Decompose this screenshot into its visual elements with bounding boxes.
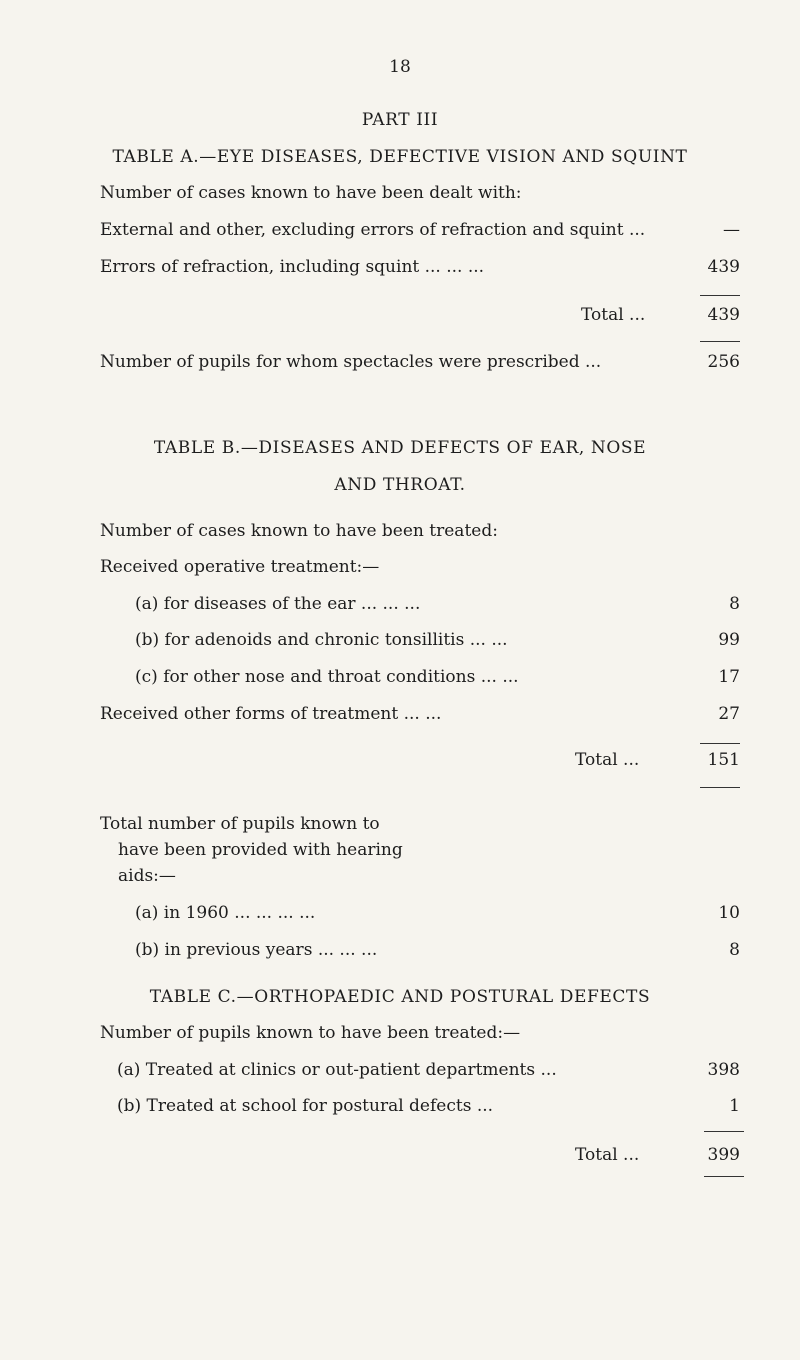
table-a-row-value: 439 [707,257,740,277]
table-c-total-value: 399 [707,1145,740,1165]
other-treatment-label: Received other forms of treatment ... ... [100,704,442,724]
table-b-rule-bottom [700,787,740,788]
table-b-rule-top [700,743,740,744]
table-b-row-label: (b) for adenoids and chronic tonsillitis ... ... [135,630,508,650]
table-a-title: TABLE A.—EYE DISEASES, DEFECTIVE VISION AND SQUINT [112,147,688,167]
table-c-rule-top [704,1131,744,1132]
hearing-aids-line2: have been provided with hearing [118,840,403,860]
table-a-total-value: 439 [707,305,740,325]
operative-label: Received operative treatment:— [100,557,380,577]
table-b-row-label: (a) for diseases of the ear ... ... ... [135,594,421,614]
table-a-row-label: Errors of refraction, including squint ... ... ... [100,257,485,277]
table-b-row-value: 8 [729,594,740,614]
hearing-row-label: (a) in 1960 ... ... ... ... [135,903,316,923]
hearing-row-label: (b) in previous years ... ... ... [135,940,378,960]
table-b-total-label: Total ... [575,750,640,770]
table-a-row-value: — [723,220,740,240]
table-b-row-value: 99 [718,630,740,650]
table-a-rule-bottom [700,341,740,342]
table-a-row-label: External and other, excluding errors of refraction and squint ... [100,220,646,240]
table-c-intro: Number of pupils known to have been treated:— [100,1023,521,1043]
spectacles-label: Number of pupils for whom spectacles were prescribed ... [100,352,602,372]
table-a-intro: Number of cases known to have been dealt with: [100,183,522,203]
table-c-row-label: (a) Treated at clinics or out-patient departments ... [117,1060,557,1080]
table-b-row-value: 17 [718,667,740,687]
hearing-row-value: 8 [729,940,740,960]
table-c-row-label: (b) Treated at school for postural defects ... [117,1096,494,1116]
hearing-row-value: 10 [718,903,740,923]
other-treatment-value: 27 [718,704,740,724]
table-a-total-label: Total ... [581,305,646,325]
table-c-total-label: Total ... [575,1145,640,1165]
table-b-row-label: (c) for other nose and throat conditions ... ... [135,667,519,687]
hearing-aids-line3: aids:— [118,866,176,886]
table-c-rule-bottom [704,1176,744,1177]
spectacles-value: 256 [707,352,740,372]
table-c-row-value: 1 [729,1096,740,1116]
page-number: 18 [389,57,411,77]
table-b-total-value: 151 [707,750,740,770]
part-title: PART III [361,110,439,130]
table-b-title-line1: TABLE B.—DISEASES AND DEFECTS OF EAR, NOSE [153,438,647,458]
hearing-aids-line1: Total number of pupils known to [100,814,380,834]
table-b-intro: Number of cases known to have been treated: [100,521,498,541]
table-a-rule-top [700,295,740,296]
table-b-title-line2: AND THROAT. [334,475,466,495]
table-c-title: TABLE C.—ORTHOPAEDIC AND POSTURAL DEFECTS [149,987,651,1007]
table-c-row-value: 398 [707,1060,740,1080]
